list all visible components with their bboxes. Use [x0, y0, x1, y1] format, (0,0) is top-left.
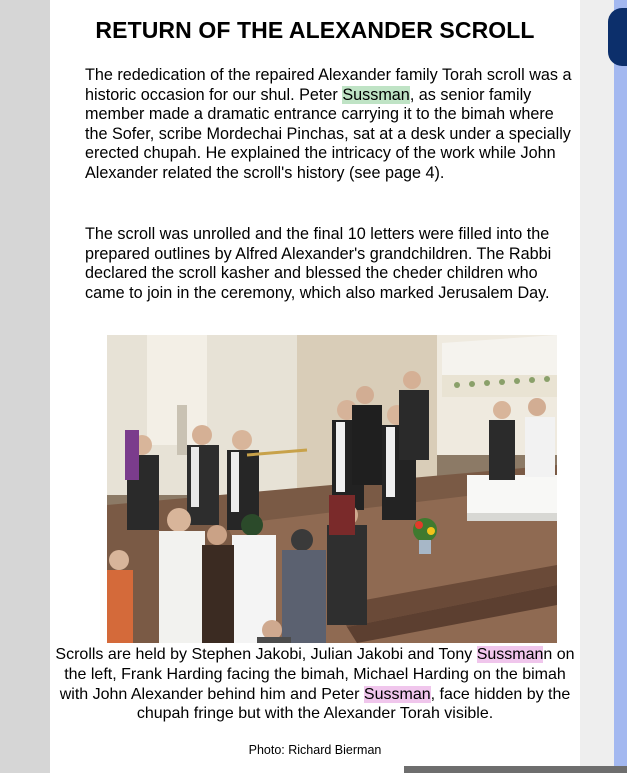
paragraph-1-text-start: The rededication of the repaired Alexander family Torah scroll was a historic occasion for our shul. Peter — [85, 66, 572, 104]
paragraph-1 — [85, 66, 580, 184]
search-highlight: Sussman — [342, 85, 410, 104]
article-title: RETURN OF THE ALEXANDER SCROLL — [95, 17, 535, 43]
photo-credit: Photo: Richard Bierman — [248, 743, 382, 757]
caption-text-1: Scrolls are held by Stephen Jakobi, Julian Jakobi and Tony — [55, 646, 477, 663]
article-page — [50, 0, 580, 773]
paragraph-2: The scroll was unrolled and the final 10 letters were filled into the prepared outlines by Alfred Alexander's grandchildren. The Rabbi declared the scroll kasher and blessed the cheder children who came to join in the ceremony, which also marked Jerusalem Day. — [85, 225, 552, 302]
side-tab[interactable] — [608, 8, 627, 66]
search-highlight: Sussman — [363, 685, 431, 703]
photo-caption — [50, 645, 580, 724]
right-strip — [614, 0, 627, 773]
ceremony-photo-image — [107, 335, 557, 643]
bottom-bar — [404, 766, 627, 773]
paragraph-1-text-end: , as senior family member made a dramatic entrance carrying it to the bimah where the Sofer, scribe Mordechai Pinchas, sat at a desk under a specially erected chupah. He explained the intricacy of the work while John Alexander related the scroll's history (see page 4). — [85, 85, 571, 182]
caption-text-3: , face hidden by the chupah fringe but with the Alexander Torah visible. — [136, 685, 571, 723]
caption-text-2: n on the left, Frank Harding facing the bimah, Michael Harding on the bimah with John Alexander behind him and Peter — [59, 646, 575, 703]
search-highlight: Sussman — [476, 646, 544, 663]
ceremony-photo — [107, 335, 557, 643]
left-gutter — [0, 0, 50, 773]
